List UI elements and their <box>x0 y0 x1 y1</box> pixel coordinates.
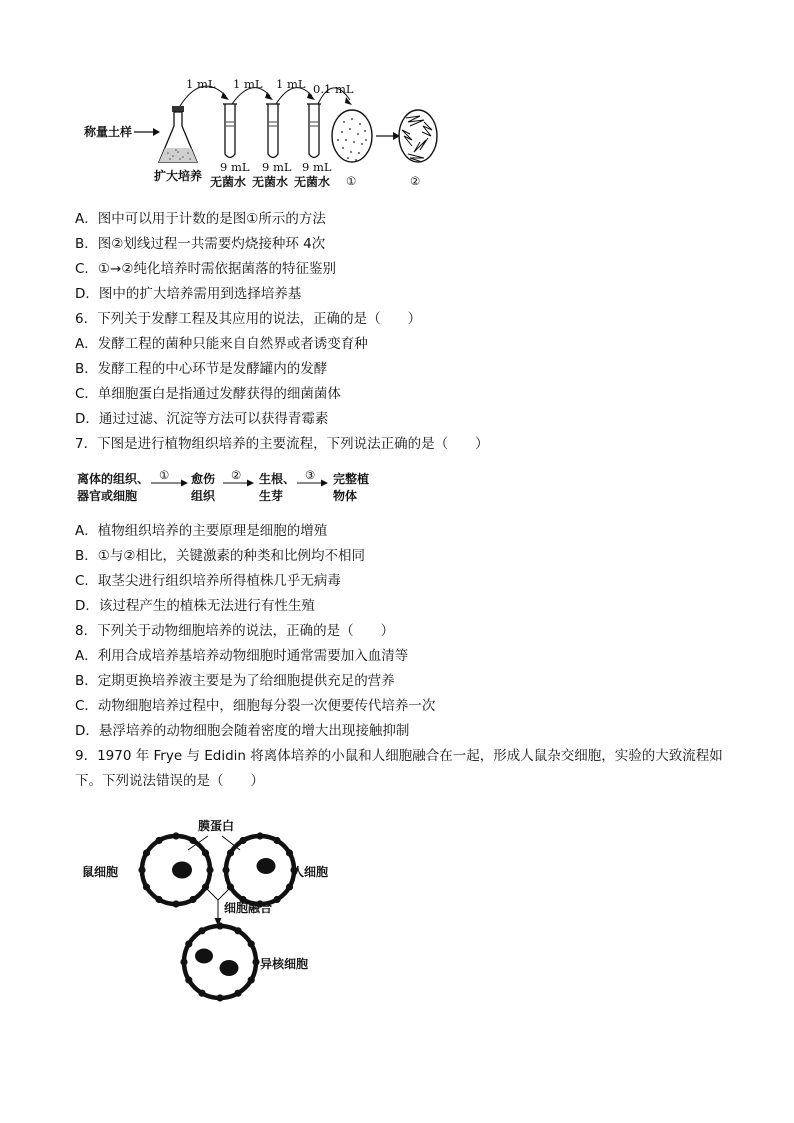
flow-step3: ③ <box>305 468 316 482</box>
q9-stem-line1: 9．1970 年 Frye 与 Edidin 将离体培养的小鼠和人细胞融合在一起，形成人鼠杂交细胞，实验的大致流程如 <box>75 748 723 764</box>
flow-box1-line1: 离体的组织、 <box>77 472 150 486</box>
sterile-water-label-2: 无菌水 <box>252 175 289 189</box>
q8-option-d: D．悬浮培养的动物细胞会随着密度的增大出现接触抑制 <box>75 723 410 739</box>
q5-option-a: A．图中可以用于计数的是图①所示的方法 <box>75 211 326 227</box>
flask-icon <box>159 106 197 162</box>
q7-option-c: C．取茎尖进行组织培养所得植株几乎无病毒 <box>75 573 341 589</box>
soil-label: 称量土样 <box>84 125 133 139</box>
water-volume-3: 9 mL <box>302 160 332 174</box>
q5-option-d: D．图中的扩大培养需用到选择培养基 <box>75 286 302 302</box>
human-cell-icon <box>222 832 297 907</box>
transfer-volume-1: 1 mL <box>186 77 216 91</box>
q6-option-d: D．通过过滤、沉淀等方法可以获得青霉素 <box>75 411 329 427</box>
q7-option-b: B．①与②相比，关键激素的种类和比例均不相同 <box>75 548 365 564</box>
test-tube-icon <box>223 104 237 158</box>
heterokaryon-label: 异核细胞 <box>260 957 309 971</box>
tissue-culture-flow <box>75 468 395 508</box>
q5-option-c: C．①→②纯化培养时需依据菌落的特征鉴别 <box>75 261 336 277</box>
transfer-volume-2: 1 mL <box>233 77 263 91</box>
plate-label-1: ① <box>346 174 357 188</box>
human-cell-label: 人细胞 <box>292 865 329 879</box>
q8-option-a: A．利用合成培养基培养动物细胞时通常需要加入血清等 <box>75 648 409 664</box>
q8-stem: 8．下列关于动物细胞培养的说法，正确的是（ ） <box>75 623 395 639</box>
q7-option-d: D．该过程产生的植株无法进行有性生殖 <box>75 598 315 614</box>
q7-stem: 7．下图是进行植物组织培养的主要流程，下列说法正确的是（ ） <box>75 436 489 452</box>
heterokaryon-icon <box>180 922 259 1001</box>
flask-label: 扩大培养 <box>154 169 203 183</box>
flow-box3-line2: 生芽 <box>259 489 284 503</box>
membrane-protein-label: 膜蛋白 <box>198 819 235 833</box>
flow-step1: ① <box>159 468 170 482</box>
flow-box4-line1: 完整植 <box>333 472 370 486</box>
flow-box2-line2: 组织 <box>191 489 216 503</box>
spread-plate-icon <box>332 110 372 162</box>
transfer-volume-4: 0.1 mL <box>313 82 354 96</box>
fusion-label: 细胞融合 <box>224 901 273 915</box>
q6-option-c: C．单细胞蛋白是指通过发酵获得的细菌菌体 <box>75 386 341 402</box>
dilution-figure <box>80 74 460 194</box>
q8-option-b: B．定期更换培养液主要是为了给细胞提供充足的营养 <box>75 673 395 689</box>
test-tube-icon <box>307 104 321 158</box>
water-volume-2: 9 mL <box>262 160 292 174</box>
water-volume-1: 9 mL <box>220 160 250 174</box>
sterile-water-label-3: 无菌水 <box>294 175 331 189</box>
q6-stem: 6．下列关于发酵工程及其应用的说法，正确的是（ ） <box>75 311 422 327</box>
q8-option-c: C．动物细胞培养过程中，细胞每分裂一次便要传代培养一次 <box>75 698 436 714</box>
flow-box3-line1: 生根、 <box>259 472 296 486</box>
flow-box1-line2: 器官或细胞 <box>77 489 138 503</box>
q9-stem-line2: 下。下列说法错误的是（ ） <box>75 773 264 789</box>
streak-plate-icon <box>399 110 437 162</box>
flow-step2: ② <box>231 468 242 482</box>
q6-option-a: A．发酵工程的菌种只能来自自然界或者诱变育种 <box>75 336 368 352</box>
q6-option-b: B．发酵工程的中心环节是发酵罐内的发酵 <box>75 361 328 377</box>
sterile-water-label-1: 无菌水 <box>210 175 247 189</box>
plate-label-2: ② <box>410 174 421 188</box>
mouse-cell-label: 鼠细胞 <box>82 865 119 879</box>
q7-option-a: A．植物组织培养的主要原理是细胞的增殖 <box>75 523 328 539</box>
cell-fusion-figure <box>80 812 380 1002</box>
q5-option-b: B．图②划线过程一共需要灼烧接种环 4次 <box>75 236 326 252</box>
flow-box4-line2: 物体 <box>333 489 358 503</box>
mouse-cell-icon <box>138 832 213 907</box>
test-tube-icon <box>266 104 280 158</box>
transfer-volume-3: 1 mL <box>276 77 306 91</box>
flow-box2-line1: 愈伤 <box>191 472 216 486</box>
